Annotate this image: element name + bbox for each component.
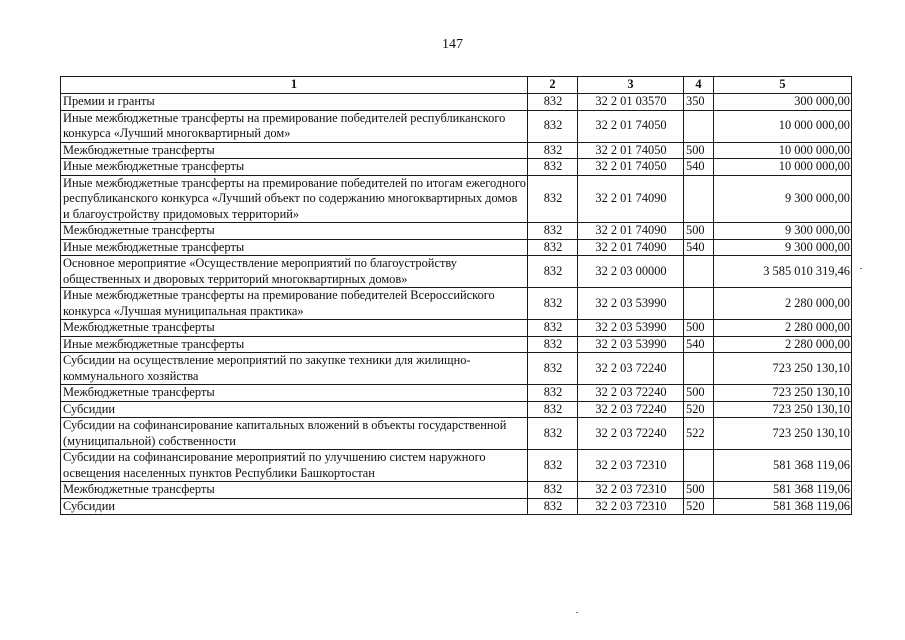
row-name: Субсидии bbox=[61, 401, 528, 418]
row-dept-code: 832 bbox=[528, 239, 578, 256]
table-row bbox=[61, 223, 852, 240]
row-amount: 723 250 130,10 bbox=[714, 353, 852, 385]
table-row bbox=[61, 110, 852, 142]
row-dept-code: 832 bbox=[528, 418, 578, 450]
row-name: Иные межбюджетные трансферты bbox=[61, 336, 528, 353]
row-expense-type: 500 bbox=[684, 223, 714, 240]
row-expense-type bbox=[684, 353, 714, 385]
row-amount: 10 000 000,00 bbox=[714, 110, 852, 142]
row-dept-code: 832 bbox=[528, 336, 578, 353]
row-dept-code: 832 bbox=[528, 320, 578, 337]
row-amount: 10 000 000,00 bbox=[714, 159, 852, 176]
scan-speck bbox=[576, 612, 578, 613]
table-row bbox=[61, 320, 852, 337]
row-name: Основное мероприятие «Осуществление мероприятий по благоустройству общественных и дворовых территорий многоквартирных домов» bbox=[61, 256, 528, 288]
row-target-article: 32 2 03 72240 bbox=[578, 401, 684, 418]
table-row bbox=[61, 401, 852, 418]
row-amount: 2 280 000,00 bbox=[714, 288, 852, 320]
header-col-5: 5 bbox=[714, 77, 852, 94]
header-col-4: 4 bbox=[684, 77, 714, 94]
row-target-article: 32 2 01 74090 bbox=[578, 175, 684, 223]
row-dept-code: 832 bbox=[528, 385, 578, 402]
table-row bbox=[61, 239, 852, 256]
row-dept-code: 832 bbox=[528, 256, 578, 288]
row-dept-code: 832 bbox=[528, 482, 578, 499]
row-amount: 9 300 000,00 bbox=[714, 239, 852, 256]
scan-speck bbox=[860, 268, 862, 269]
row-name: Иные межбюджетные трансферты на премирование победителей республиканского конкурса «Лучший многоквартирный дом» bbox=[61, 110, 528, 142]
table-row bbox=[61, 450, 852, 482]
row-name: Межбюджетные трансферты bbox=[61, 223, 528, 240]
row-expense-type: 520 bbox=[684, 401, 714, 418]
row-amount: 723 250 130,10 bbox=[714, 418, 852, 450]
row-name: Иные межбюджетные трансферты на премирование победителей по итогам ежегодного республиканского конкурса «Лучший объект по содержанию многоквартирных домов и благоустройству придомовых территорий» bbox=[61, 175, 528, 223]
table-row bbox=[61, 418, 852, 450]
row-expense-type: 350 bbox=[684, 94, 714, 111]
row-target-article: 32 2 03 53990 bbox=[578, 288, 684, 320]
row-amount: 9 300 000,00 bbox=[714, 175, 852, 223]
row-expense-type: 500 bbox=[684, 142, 714, 159]
row-expense-type: 500 bbox=[684, 482, 714, 499]
row-name: Иные межбюджетные трансферты на премирование победителей Всероссийского конкурса «Лучшая муниципальная практика» bbox=[61, 288, 528, 320]
row-amount: 2 280 000,00 bbox=[714, 336, 852, 353]
row-name: Субсидии bbox=[61, 498, 528, 515]
row-dept-code: 832 bbox=[528, 142, 578, 159]
table-row bbox=[61, 482, 852, 499]
row-dept-code: 832 bbox=[528, 110, 578, 142]
row-name: Межбюджетные трансферты bbox=[61, 142, 528, 159]
row-target-article: 32 2 03 72240 bbox=[578, 418, 684, 450]
row-dept-code: 832 bbox=[528, 288, 578, 320]
row-expense-type bbox=[684, 110, 714, 142]
header-col-3: 3 bbox=[578, 77, 684, 94]
row-amount: 581 368 119,06 bbox=[714, 450, 852, 482]
row-amount: 2 280 000,00 bbox=[714, 320, 852, 337]
row-target-article: 32 2 03 72310 bbox=[578, 498, 684, 515]
table-row bbox=[61, 498, 852, 515]
row-amount: 723 250 130,10 bbox=[714, 401, 852, 418]
row-target-article: 32 2 01 74050 bbox=[578, 110, 684, 142]
row-amount: 581 368 119,06 bbox=[714, 482, 852, 499]
table-row bbox=[61, 385, 852, 402]
row-target-article: 32 2 01 74050 bbox=[578, 142, 684, 159]
row-amount: 10 000 000,00 bbox=[714, 142, 852, 159]
table-body bbox=[61, 94, 852, 515]
row-target-article: 32 2 01 74090 bbox=[578, 239, 684, 256]
row-dept-code: 832 bbox=[528, 498, 578, 515]
table-row bbox=[61, 142, 852, 159]
row-name: Межбюджетные трансферты bbox=[61, 482, 528, 499]
row-name: Межбюджетные трансферты bbox=[61, 320, 528, 337]
budget-table bbox=[60, 76, 852, 515]
row-name: Межбюджетные трансферты bbox=[61, 385, 528, 402]
row-amount: 9 300 000,00 bbox=[714, 223, 852, 240]
table-row bbox=[61, 336, 852, 353]
row-dept-code: 832 bbox=[528, 94, 578, 111]
row-name: Премии и гранты bbox=[61, 94, 528, 111]
row-target-article: 32 2 03 72310 bbox=[578, 450, 684, 482]
row-expense-type bbox=[684, 175, 714, 223]
row-target-article: 32 2 03 53990 bbox=[578, 336, 684, 353]
row-expense-type: 540 bbox=[684, 336, 714, 353]
row-expense-type: 500 bbox=[684, 320, 714, 337]
row-name: Субсидии на софинансирование мероприятий по улучшению систем наружного освещения населенных пунктов Республики Башкортостан bbox=[61, 450, 528, 482]
row-expense-type: 522 bbox=[684, 418, 714, 450]
row-dept-code: 832 bbox=[528, 353, 578, 385]
row-amount: 300 000,00 bbox=[714, 94, 852, 111]
page-number: 147 bbox=[442, 37, 463, 52]
row-expense-type: 500 bbox=[684, 385, 714, 402]
row-target-article: 32 2 01 74090 bbox=[578, 223, 684, 240]
table-row bbox=[61, 256, 852, 288]
row-target-article: 32 2 03 72240 bbox=[578, 385, 684, 402]
row-dept-code: 832 bbox=[528, 450, 578, 482]
table-row bbox=[61, 159, 852, 176]
table-row bbox=[61, 288, 852, 320]
row-amount: 723 250 130,10 bbox=[714, 385, 852, 402]
row-target-article: 32 2 03 72240 bbox=[578, 353, 684, 385]
header-col-1: 1 bbox=[61, 77, 528, 94]
row-dept-code: 832 bbox=[528, 175, 578, 223]
row-dept-code: 832 bbox=[528, 223, 578, 240]
table-row bbox=[61, 94, 852, 111]
row-target-article: 32 2 03 00000 bbox=[578, 256, 684, 288]
row-expense-type bbox=[684, 450, 714, 482]
row-expense-type bbox=[684, 256, 714, 288]
row-target-article: 32 2 03 53990 bbox=[578, 320, 684, 337]
row-amount: 581 368 119,06 bbox=[714, 498, 852, 515]
row-target-article: 32 2 01 03570 bbox=[578, 94, 684, 111]
row-target-article: 32 2 03 72310 bbox=[578, 482, 684, 499]
row-target-article: 32 2 01 74050 bbox=[578, 159, 684, 176]
table-header-row bbox=[61, 77, 852, 94]
row-expense-type: 520 bbox=[684, 498, 714, 515]
row-name: Иные межбюджетные трансферты bbox=[61, 239, 528, 256]
row-name: Субсидии на софинансирование капитальных вложений в объекты государственной (муниципальной) собственности bbox=[61, 418, 528, 450]
row-expense-type bbox=[684, 288, 714, 320]
header-col-2: 2 bbox=[528, 77, 578, 94]
row-name: Субсидии на осуществление мероприятий по закупке техники для жилищно-коммунального хозяйства bbox=[61, 353, 528, 385]
row-expense-type: 540 bbox=[684, 159, 714, 176]
row-dept-code: 832 bbox=[528, 159, 578, 176]
table-row bbox=[61, 353, 852, 385]
row-dept-code: 832 bbox=[528, 401, 578, 418]
row-name: Иные межбюджетные трансферты bbox=[61, 159, 528, 176]
row-expense-type: 540 bbox=[684, 239, 714, 256]
row-amount: 3 585 010 319,46 bbox=[714, 256, 852, 288]
table-row bbox=[61, 175, 852, 223]
